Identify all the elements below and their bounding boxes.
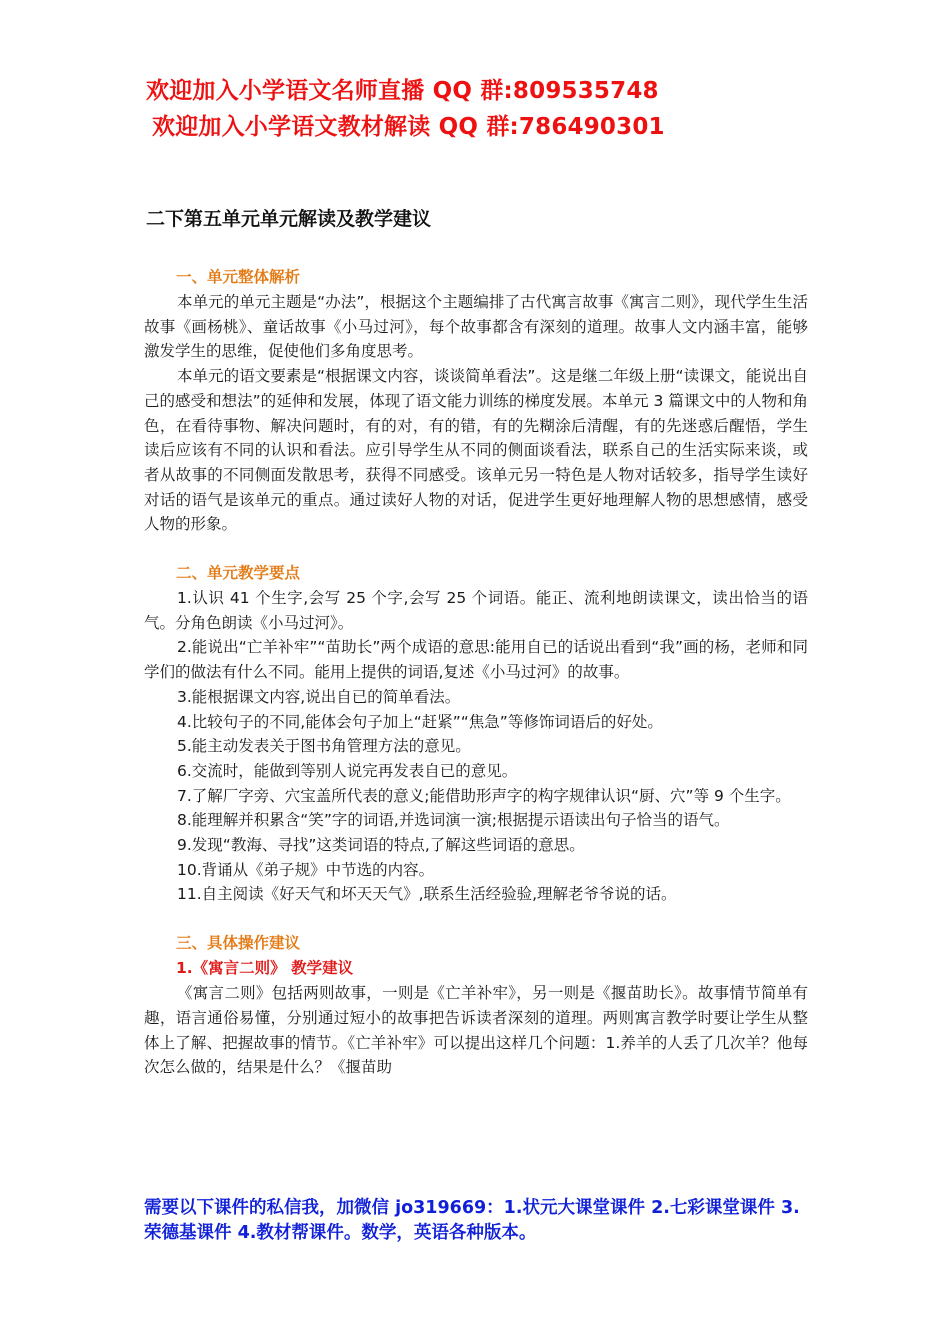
paragraph: 本单元的语文要素是“根据课文内容，谈谈简单看法”。这是继二年级上册“读课文，能说出自己的感受和想法”的延伸和发展，体现了语文能力训练的梯度发展。本单元 3 篇课文中的人物和角色，在看待事物、解决问题时，有的对，有的错，有的先糊涂后清醒，有的先迷惑后醒悟，学生读后应该有不同的认识和看法。应引导学生从不同的侧面谈看法，联系自己的生活实际来谈，或者从故事的不同侧面发散思考，获得不同感受。该单元另一特色是人物对话较多，指导学生读好对话的语气是该单元的重点。通过读好人物的对话，促进学生更好地理解人物的思想感情，感受人物的形象。: [144, 367, 808, 534]
list-item: 4.比较句子的不同,能体会句子加上“赶紧”“焦急”等修饰词语后的好处。: [177, 712, 663, 731]
list-item: 9.发现“教海、寻找”这类词语的特点,了解这些词语的意思。: [177, 836, 585, 855]
spacer: [144, 907, 808, 931]
list-item: 2.能说出“亡羊补牢”“苗助长”两个成语的意思:能用自已的话说出看到“我”画的杨，老师和同学们的做法有什么不同。能用上提供的词语,复述《小马过河》的故事。: [144, 638, 808, 682]
list-item: 5.能主动发表关于图书角管理方法的意见。: [177, 737, 471, 756]
section-heading-suggestions: 三、具体操作建议: [176, 934, 301, 953]
spacer: [144, 537, 808, 561]
section-heading-key-points: 二、单元教学要点: [176, 564, 301, 583]
sub-heading-fables: 1.《寓言二则》 教学建议: [176, 959, 354, 978]
list-item: 3.能根据课文内容,说出自已的简单看法。: [177, 687, 461, 706]
list-item: 10.背诵从《弟子规》中节选的内容。: [177, 860, 435, 879]
qq-group-banner-1: 欢迎加入小学语文名师直播 QQ 群:809535748: [146, 78, 659, 104]
document-title: 二下第五单元单元解读及教学建议: [146, 208, 432, 230]
courseware-ad-note: 需要以下课件的私信我，加微信 jo319669：1.状元大课堂课件 2.七彩课堂课件 3.荣德基课件 4.教材帮课件。数学，英语各种版本。: [144, 1198, 800, 1243]
list-item: 8.能理解并积累含“笑”字的词语,并选词演一演;根据提示语读出句子恰当的语气。: [177, 811, 730, 830]
paragraph: 本单元的单元主题是“办法”，根据这个主题编排了古代寓言故事《寓言二则》，现代学生生活故事《画杨桃》、童话故事《小马过河》，每个故事都含有深刻的道理。故事人文内涵丰富，能够激发学生的思维，促使他们多角度思考。: [144, 293, 808, 361]
document-body: [144, 265, 808, 1080]
section-heading-overview: 一、单元整体解析: [176, 268, 301, 286]
qq-group-banner-2: 欢迎加入小学语文教材解读 QQ 群:786490301: [152, 114, 665, 140]
list-item: 1.认识 41 个生字,会写 25 个字,会写 25 个词语。能正、流利地朗读课文，读出恰当的语气。分角色朗读《小马过河》。: [144, 589, 808, 632]
list-item: 6.交流时，能做到等别人说完再发表自已的意见。: [177, 761, 518, 780]
list-item: 7.了解厂字旁、穴宝盖所代表的意义;能借助形声字的构字规律认识“厨、穴”等 9 个生字。: [177, 786, 791, 805]
list-item: 11.自主阅读《好天气和坏天天气》,联系生活经验验,理解老爷爷说的话。: [177, 885, 677, 904]
paragraph: 《寓言二则》包括两则故事，一则是《亡羊补牢》，另一则是《揠苗助长》。故事情节简单有趣，语言通俗易懂，分别通过短小的故事把告诉读者深刻的道理。两则寓言教学时要让学生从整体上了解、把握故事的情节。《亡羊补牢》可以提出这样几个问题：1.养羊的人丢了几次羊？他每次怎么做的，结果是什么？《揠苗助: [144, 984, 808, 1077]
